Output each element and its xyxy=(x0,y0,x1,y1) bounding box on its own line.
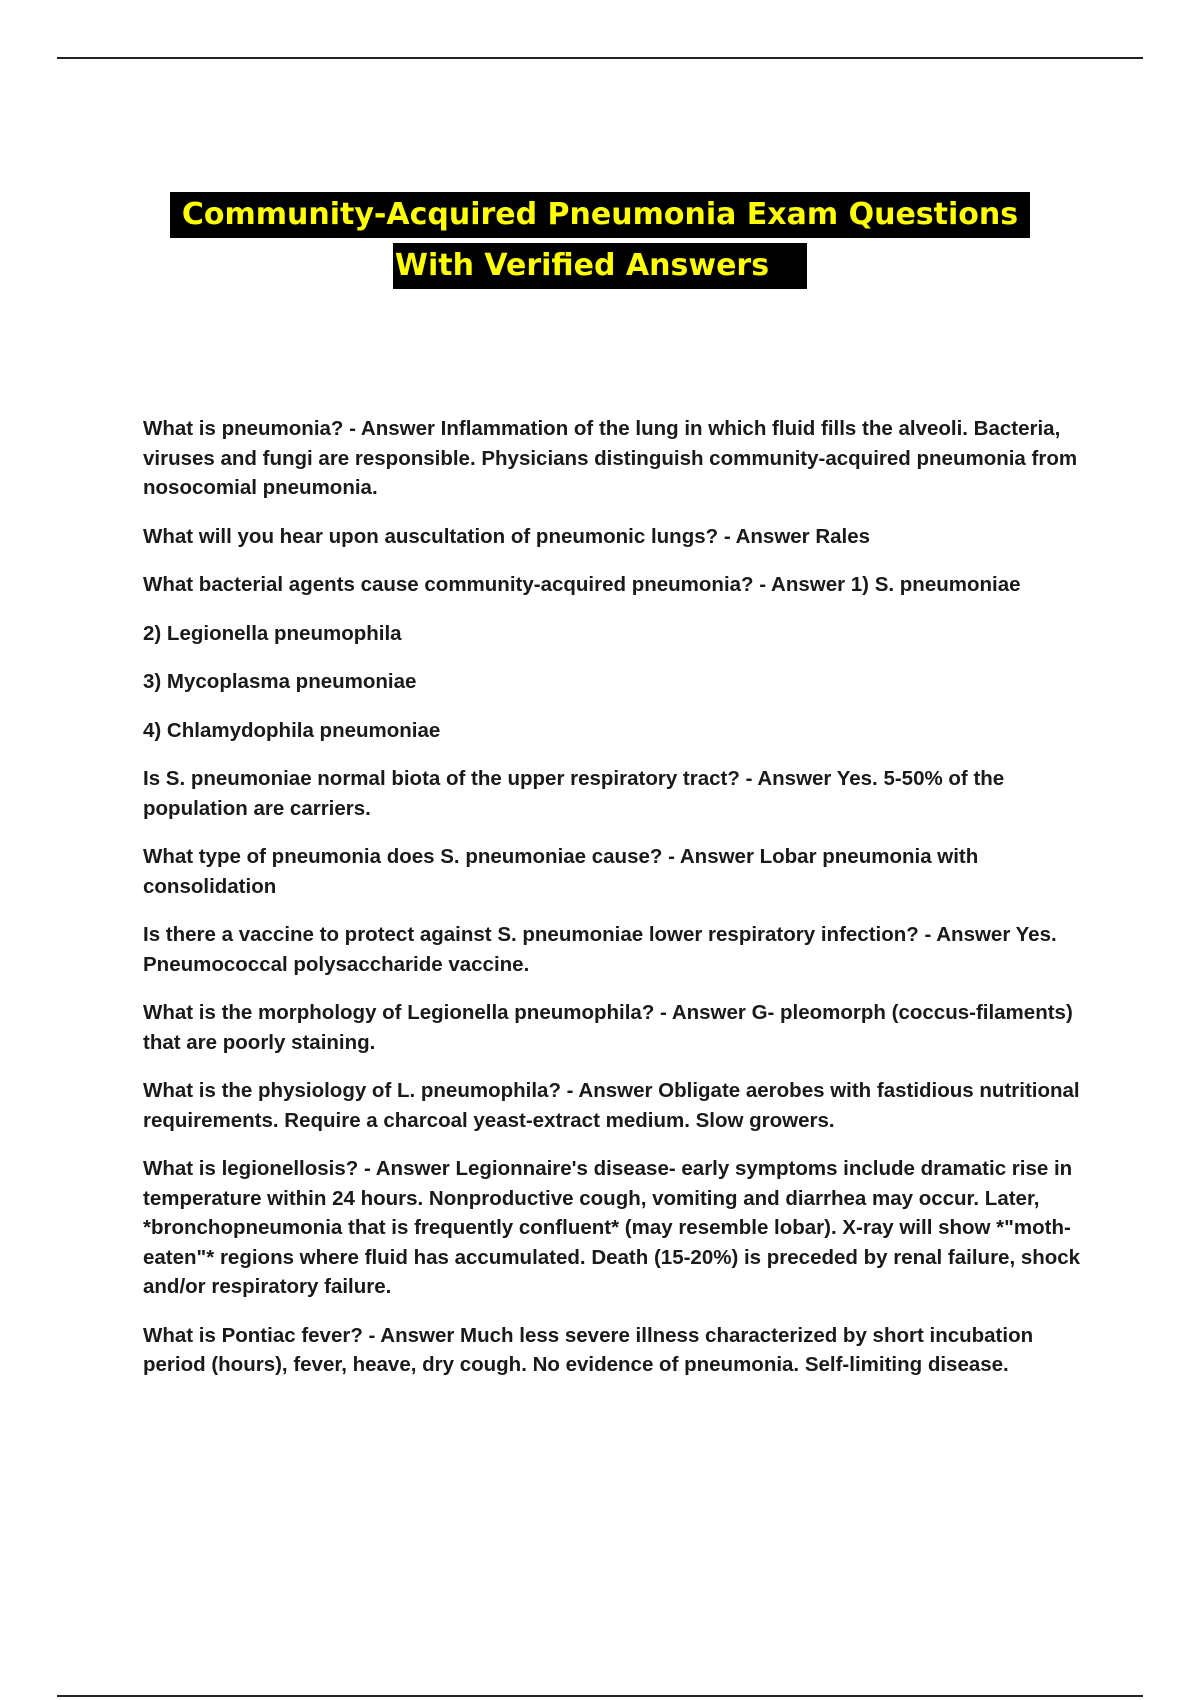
qa-paragraph: Is S. pneumoniae normal biota of the upper respiratory tract? - Answer Yes. 5-50% of the population are carriers. xyxy=(143,767,1005,820)
qa-paragraph: What type of pneumonia does S. pneumoniae cause? - Answer Lobar pneumonia with consolidation xyxy=(143,845,979,898)
qa-paragraph: What is the morphology of Legionella pneumophila? - Answer G- pleomorph (coccus-filaments) that are poorly staining. xyxy=(143,1001,1073,1054)
qa-paragraph: What is the physiology of L. pneumophila? - Answer Obligate aerobes with fastidious nutritional requirements. Require a charcoal yeast-extract medium. Slow growers. xyxy=(143,1079,1080,1132)
qa-paragraph: Is there a vaccine to protect against S. pneumoniae lower respiratory infection? - Answer Yes. Pneumococcal polysaccharide vaccine. xyxy=(143,923,1057,976)
qa-paragraph: 4) Chlamydophila pneumoniae xyxy=(143,718,441,742)
document-title xyxy=(0,192,1200,294)
qa-paragraph: What bacterial agents cause community-acquired pneumonia? - Answer 1) S. pneumoniae xyxy=(143,573,1021,596)
top-rule xyxy=(57,57,1143,59)
title-line-2: With Verified Answers xyxy=(393,243,807,289)
title-line-1: Community-Acquired Pneumonia Exam Questions xyxy=(170,192,1030,238)
qa-paragraph: What is Pontiac fever? - Answer Much less severe illness characterized by short incubation period (hours), fever, heave, dry cough. No evidence of pneumonia. Self-limiting disease. xyxy=(143,1323,1034,1376)
question-answer-list xyxy=(143,414,1093,1399)
bottom-rule xyxy=(57,1695,1143,1697)
qa-paragraph: What will you hear upon auscultation of pneumonic lungs? - Answer Rales xyxy=(143,524,871,548)
qa-paragraph: What is pneumonia? - Answer Inflammation of the lung in which fluid fills the alveoli. Bacteria, viruses and fungi are responsible. Physicians distinguish community-acquired pneumonia from nosocomial pneumonia. xyxy=(143,417,1078,499)
qa-paragraph: What is legionellosis? - Answer Legionnaire's disease- early symptoms include dramatic rise in temperature within 24 hours. Nonproductive cough, vomiting and diarrhea may occur. Later, *bronchopneumonia that is frequently confluent* (may resemble lobar). X-ray will show *"moth-eaten"* regions where fluid has accumulated. Death (15-20%) is preceded by renal failure, shock and/or respiratory failure. xyxy=(143,1157,1081,1298)
qa-paragraph: 3) Mycoplasma pneumoniae xyxy=(143,670,417,693)
qa-paragraph: 2) Legionella pneumophila xyxy=(143,621,402,645)
